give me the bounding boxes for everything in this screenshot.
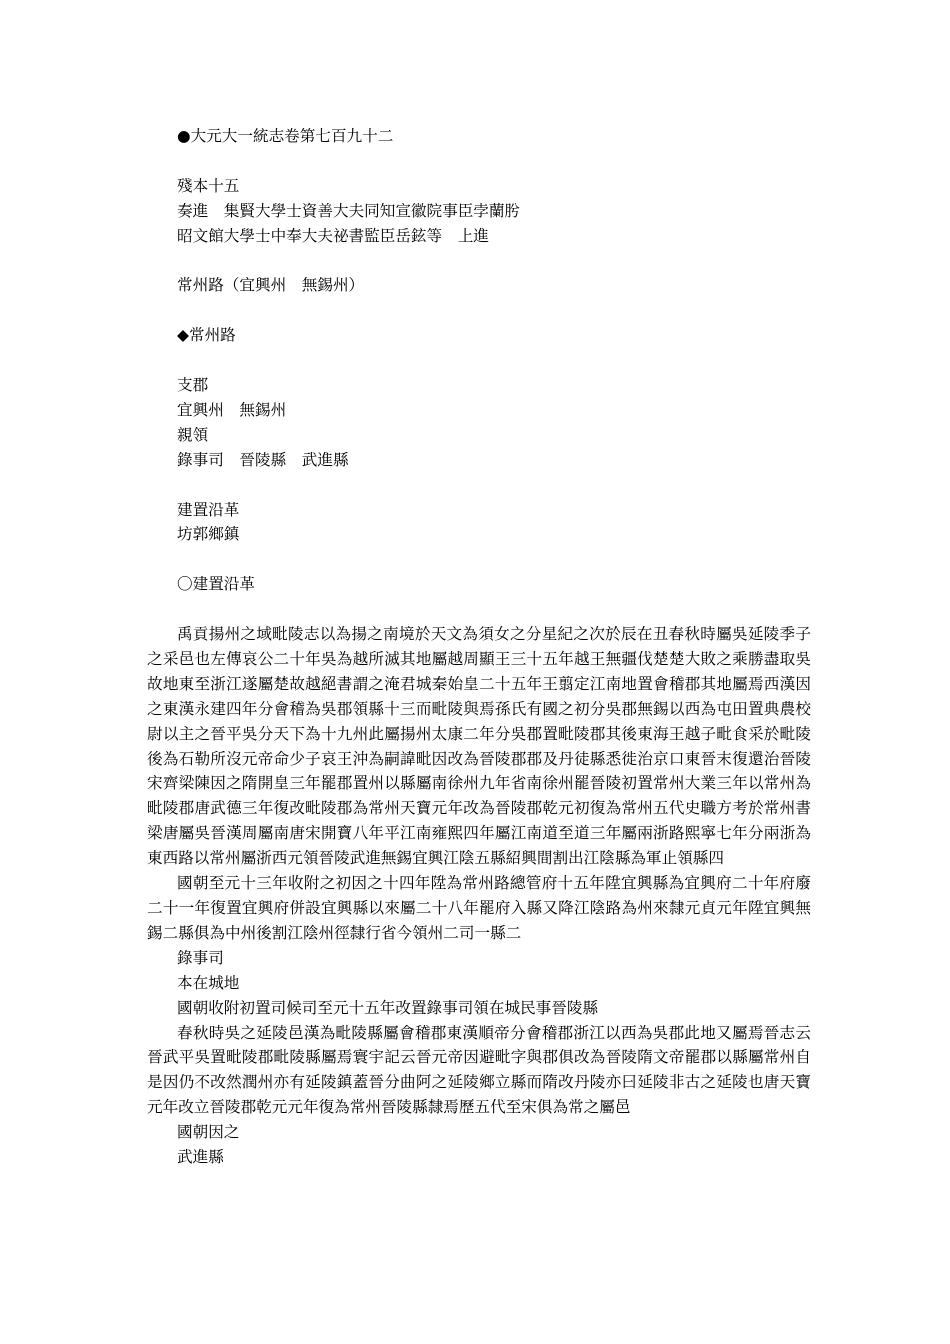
spacer <box>147 249 811 274</box>
division-value-direct: 錄事司 晉陵縣 武進縣 <box>177 450 349 469</box>
spacer <box>147 298 811 323</box>
volume-title: ●大元大一統志卷第七百九十二 <box>177 127 394 145</box>
entry-note: 國朝收附初置司候司至元十五年改置錄事司領在城民事晉陵縣 <box>177 998 599 1017</box>
body-paragraph: 禹貢揚州之域毗陵志以為揚之南境於天文為須女之分星紀之次於辰在丑春秋時屬吳延陵季子之采邑也左傳哀公二十年吳為越所滅其地屬越周顯王三十五年越王無疆伐楚楚大敗之乘勝盡取吳故地東至浙江遂屬楚故越絕書謂之淹君城秦始皇二十五年王翦定江南地置會稽郡其地屬焉西漢因之東漢永建四年分會稽為吳郡領縣十三而毗陵與焉孫氏有國之初分吳郡無錫以西為屯田置典農校尉以主之晉平吳分天下為十九州此屬揚州太康二年分吳郡置毗陵郡其後東海王越子毗食采於毗陵後為石勒所沒元帝命少子哀王沖為嗣諱毗因改為晉陵郡郡及丹徒縣悉徙治京口東晉末復還治晉陵宋齊梁陳因之隋開皇三年罷郡置州以縣屬南徐州九年省南徐州罷晉陵初置常州大業三年以常州為毗陵郡唐武德三年復改毗陵郡為常州天寶元年改為晉陵郡乾元初復為常州五代史職方考於常州書梁唐屬吳晉漢周屬南唐宋開寶八年平江南雍熙四年屬江南道至道三年屬兩浙路熙寧七年分兩浙為東西路以常州屬浙西元領晉陵武進無錫宜興江陰五縣紹興間割出江陰縣為軍止領縣四 <box>147 625 811 868</box>
volume-number: 殘本十五 <box>177 176 240 195</box>
contents-item: 坊郭鄉鎮 <box>177 525 240 544</box>
body-paragraph: 國朝至元十三年收附之初因之十四年陞為常州路總管府十五年陞宜興縣為宜興府二十年府廢二十一年復置宜興府併設宜興縣以來屬二十八年罷府入縣又降江陰路為州來隸元貞元年陞宜興無錫二縣俱為中州後割江陰州徑隸行省今領州二司一縣二 <box>147 874 811 942</box>
spacer <box>147 473 811 498</box>
spacer <box>147 547 811 572</box>
contents-item: 建置沿革 <box>177 500 240 519</box>
entry-name: 武進縣 <box>177 1148 224 1167</box>
division-value-subordinate: 宜興州 無錫州 <box>177 400 287 419</box>
spacer <box>147 597 811 622</box>
entry-name: 錄事司 <box>177 948 224 967</box>
submitter-line-2: 昭文館大學士中奉大夫祕書監臣岳鉉等 上進 <box>177 226 489 245</box>
submitter-line-1: 奏進 集賢大學士資善大夫同知宣徽院事臣孛蘭肹 <box>177 201 521 220</box>
division-label-subordinate: 支郡 <box>177 376 209 394</box>
entry-note: 國朝因之 <box>177 1123 240 1142</box>
body-paragraph: 春秋時吳之延陵邑漢為毗陵縣屬會稽郡東漢順帝分會稽郡浙江以西為吳郡此地又屬焉晉志云晉武平吳置毗陵郡毗陵縣屬焉寰宇記云晉元帝因避毗字與郡俱改為晉陵隋文帝罷郡以縣屬常州自是因仍不改然潤州亦有延陵鎮蓋晉分曲阿之延陵鄉立縣而隋改丹陵亦曰延陵非古之延陵也唐天寶元年改立晉陵郡乾元元年復為常州晉陵縣隸焉歷五代至宋俱為常之屬邑 <box>147 1023 811 1117</box>
spacer <box>147 348 811 373</box>
subsection-title: 〇建置沿革 <box>177 575 255 594</box>
section-title: ◆常州路 <box>177 326 236 345</box>
document-page <box>147 124 811 1170</box>
route-summary: 常州路（宜興州 無錫州） <box>177 276 365 295</box>
division-label-direct: 親領 <box>177 425 209 444</box>
spacer <box>147 149 811 174</box>
entry-location: 本在城地 <box>177 973 240 992</box>
